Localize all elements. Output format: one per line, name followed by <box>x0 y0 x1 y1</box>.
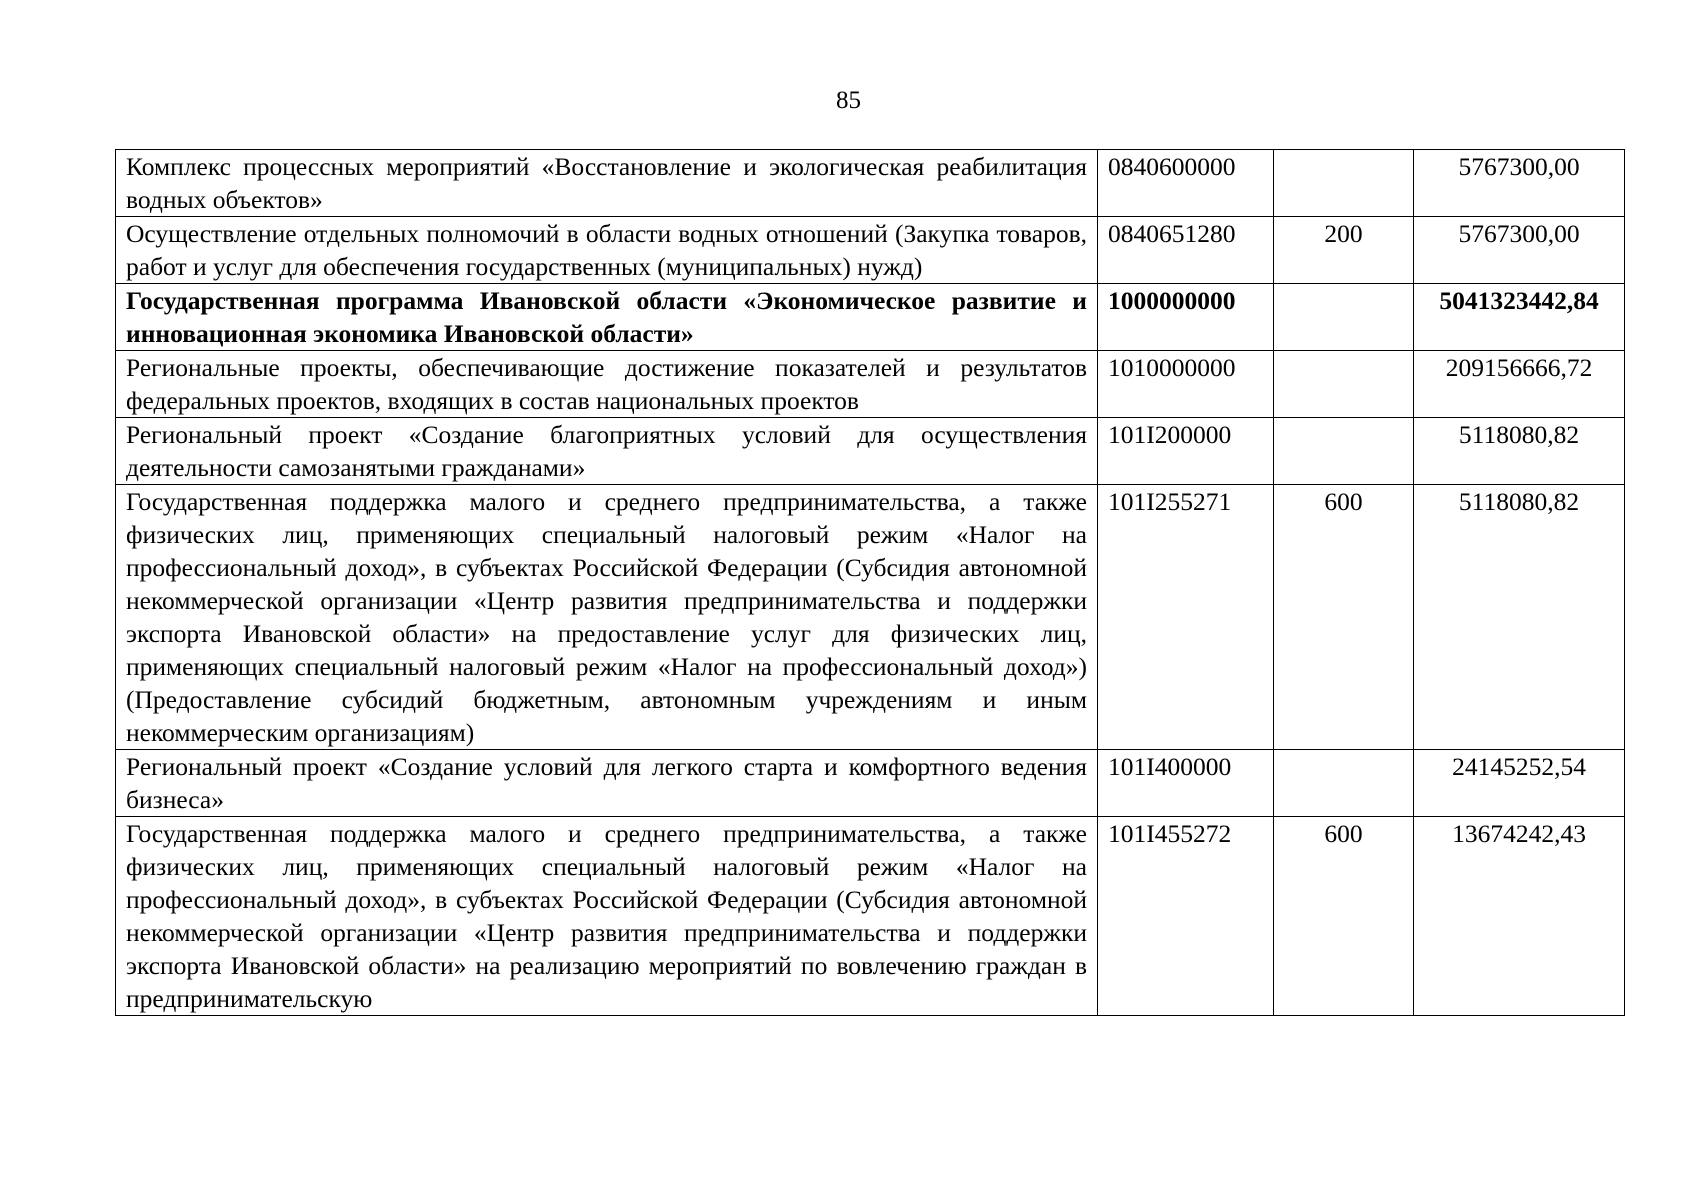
table-row <box>116 351 1625 418</box>
budget-table <box>115 149 1625 1016</box>
table-row <box>116 150 1625 217</box>
row-code-cell: 0840600000 <box>1098 150 1274 217</box>
table-row <box>116 418 1625 485</box>
row-expense-kind-cell <box>1274 750 1414 817</box>
row-expense-kind-cell: 200 <box>1274 217 1414 284</box>
row-code-cell: 1010000000 <box>1098 351 1274 418</box>
table-row <box>116 217 1625 284</box>
page-number: 85 <box>836 87 861 114</box>
row-name-cell: Государственная программа Ивановской области «Экономическое развитие и инновационная экономика Ивановской области» <box>116 284 1098 351</box>
row-name-cell: Региональный проект «Создание условий для легкого старта и комфортного ведения бизнеса» <box>116 750 1098 817</box>
row-expense-kind-cell <box>1274 284 1414 351</box>
row-sum-cell: 5118080,82 <box>1414 485 1625 750</box>
table-row <box>116 750 1625 817</box>
row-code-cell: 0840651280 <box>1098 217 1274 284</box>
row-code-cell: 101I200000 <box>1098 418 1274 485</box>
table-row <box>116 817 1625 1016</box>
row-name-cell: Региональный проект «Создание благоприятных условий для осуществления деятельности самозанятыми гражданами» <box>116 418 1098 485</box>
row-code-cell: 101I455272 <box>1098 817 1274 1016</box>
row-sum-cell: 5041323442,84 <box>1414 284 1625 351</box>
row-name-cell: Государственная поддержка малого и среднего предпринимательства, а также физических лиц, применяющих специальный налоговый режим «Налог на профессиональный доход», в субъектах Российской Федерации (Субсидия автономной некоммерческой организации «Центр развития предпринимательства и поддержки экспорта Ивановской области» на предоставление услуг для физических лиц, применяющих специальный налоговый режим «Налог на профессиональный доход») (Предоставление субсидий бюджетным, автономным учреждениям и иным некоммерческим организациям) <box>116 485 1098 750</box>
row-name-cell: Комплекс процессных мероприятий «Восстановление и экологическая реабилитация водных объектов» <box>116 150 1098 217</box>
row-expense-kind-cell: 600 <box>1274 485 1414 750</box>
row-code-cell: 101I255271 <box>1098 485 1274 750</box>
row-expense-kind-cell <box>1274 418 1414 485</box>
row-expense-kind-cell: 600 <box>1274 817 1414 1016</box>
table-row-program-total <box>116 284 1625 351</box>
row-expense-kind-cell <box>1274 351 1414 418</box>
row-name-cell: Государственная поддержка малого и среднего предпринимательства, а также физических лиц, применяющих специальный налоговый режим «Налог на профессиональный доход», в субъектах Российской Федерации (Субсидия автономной некоммерческой организации «Центр развития предпринимательства и поддержки экспорта Ивановской области» на реализацию мероприятий по вовлечению граждан в предпринимательскую <box>116 817 1098 1016</box>
row-code-cell: 101I400000 <box>1098 750 1274 817</box>
row-sum-cell: 13674242,43 <box>1414 817 1625 1016</box>
row-sum-cell: 5118080,82 <box>1414 418 1625 485</box>
row-name-cell: Осуществление отдельных полномочий в области водных отношений (Закупка товаров, работ и услуг для обеспечения государственных (муниципальных) нужд) <box>116 217 1098 284</box>
row-sum-cell: 5767300,00 <box>1414 150 1625 217</box>
row-sum-cell: 5767300,00 <box>1414 217 1625 284</box>
table-row <box>116 485 1625 750</box>
row-expense-kind-cell <box>1274 150 1414 217</box>
row-code-cell: 1000000000 <box>1098 284 1274 351</box>
row-sum-cell: 209156666,72 <box>1414 351 1625 418</box>
row-name-cell: Региональные проекты, обеспечивающие достижение показателей и результатов федеральных проектов, входящих в состав национальных проектов <box>116 351 1098 418</box>
row-sum-cell: 24145252,54 <box>1414 750 1625 817</box>
